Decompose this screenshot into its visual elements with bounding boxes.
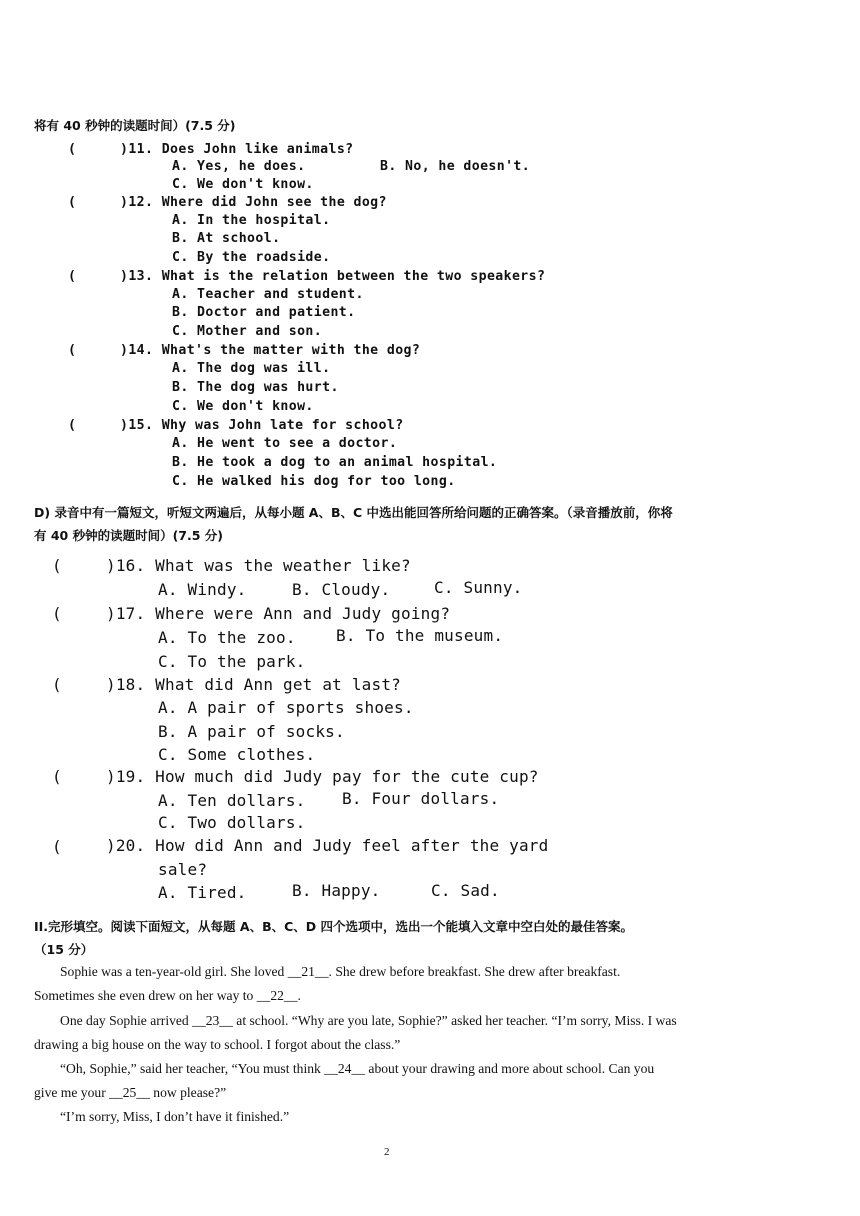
passage-line: Sophie was a ten-year-old girl. She loved __21__. She drew before breakfast. She drew after breakfast. [60,964,621,979]
answer-paren[interactable]: ( [68,269,77,284]
option-c: C. Sad. [431,881,500,900]
part-ii-score: （15 分） [34,942,94,957]
option-b: B. At school. [172,231,281,246]
option-c: C. By the roadside. [172,250,331,265]
option-a: A. The dog was ill. [172,361,331,376]
option-b: B. The dog was hurt. [172,380,339,395]
question-stem: )15. Why was John late for school? [120,418,404,433]
answer-paren[interactable]: ( [52,604,62,623]
answer-paren[interactable]: ( [68,343,77,358]
option-c: C. We don't know. [172,399,314,414]
option-c: C. Two dollars. [158,813,306,832]
passage-line: Sometimes she even drew on her way to __22__. [34,988,301,1003]
passage-line: “Oh, Sophie,” said her teacher, “You must think __24__ about your drawing and more about school. Can you [60,1061,655,1076]
answer-paren[interactable]: ( [52,837,62,856]
question-stem: )20. How did Ann and Judy feel after the yard [106,836,549,855]
page-number: 2 [384,1146,390,1158]
question-stem: )19. How much did Judy pay for the cute cup? [106,767,539,786]
option-a: A. Yes, he does. [172,159,306,174]
header-instruction: 将有 40 秒钟的读题时间）(7.5 分) [34,118,236,133]
option-a: A. To the zoo. [158,628,296,647]
passage-line: give me your __25__ now please?” [34,1085,227,1100]
option-a: A. In the hospital. [172,213,331,228]
option-b: B. He took a dog to an animal hospital. [172,455,498,470]
answer-paren[interactable]: ( [68,142,77,157]
option-c: C. He walked his dog for too long. [172,474,456,489]
option-b: B. No, he doesn't. [380,159,531,174]
question-stem: )17. Where were Ann and Judy going? [106,604,451,623]
option-a: A. He went to see a doctor. [172,436,398,451]
option-b: B. Doctor and patient. [172,305,356,320]
part-d-instruction-cont: 有 40 秒钟的读题时间）(7.5 分) [34,528,224,543]
option-c: C. Sunny. [434,578,523,597]
option-b: B. Happy. [292,881,381,900]
passage-line: One day Sophie arrived __23__ at school. “Why are you late, Sophie?” asked her teacher. “I’m sorry, Miss. I was [60,1013,677,1028]
option-a: A. Windy. [158,580,247,599]
answer-paren[interactable]: ( [52,556,62,575]
option-c: C. We don't know. [172,177,314,192]
part-ii-heading: II.完形填空。阅读下面短文，从每题 A、B、C、D 四个选项中，选出一个能填入文章中空白处的最佳答案。 [34,919,634,934]
option-b: B. To the museum. [336,626,504,645]
option-a: A. Ten dollars. [158,791,306,810]
question-stem: )13. What is the relation between the two speakers? [120,269,546,284]
answer-paren[interactable]: ( [68,195,77,210]
answer-paren[interactable]: ( [52,767,62,786]
passage-line: “I’m sorry, Miss, I don’t have it finished.” [60,1109,290,1124]
part-d-instruction: D) 录音中有一篇短文，听短文两遍后，从每小题 A、B、C 中选出能回答所给问题的正确答案。（录音播放前，你将 [34,505,673,520]
question-stem: )12. Where did John see the dog? [120,195,387,210]
passage-line: drawing a big house on the way to school. I forgot about the class.” [34,1037,401,1052]
question-stem: )14. What's the matter with the dog? [120,343,421,358]
question-stem: )11. Does John like animals? [120,142,354,157]
option-c: C. Mother and son. [172,324,323,339]
option-a: A. Tired. [158,883,247,902]
option-a: A. A pair of sports shoes. [158,698,414,717]
option-c: C. To the park. [158,652,306,671]
option-b: B. Cloudy. [292,580,391,599]
option-b: B. A pair of socks. [158,722,345,741]
option-a: A. Teacher and student. [172,287,364,302]
option-b: B. Four dollars. [342,789,500,808]
question-stem: )18. What did Ann get at last? [106,675,401,694]
question-stem-cont: sale? [158,860,208,879]
question-stem: )16. What was the weather like? [106,556,411,575]
answer-paren[interactable]: ( [68,418,77,433]
answer-paren[interactable]: ( [52,675,62,694]
option-c: C. Some clothes. [158,745,316,764]
